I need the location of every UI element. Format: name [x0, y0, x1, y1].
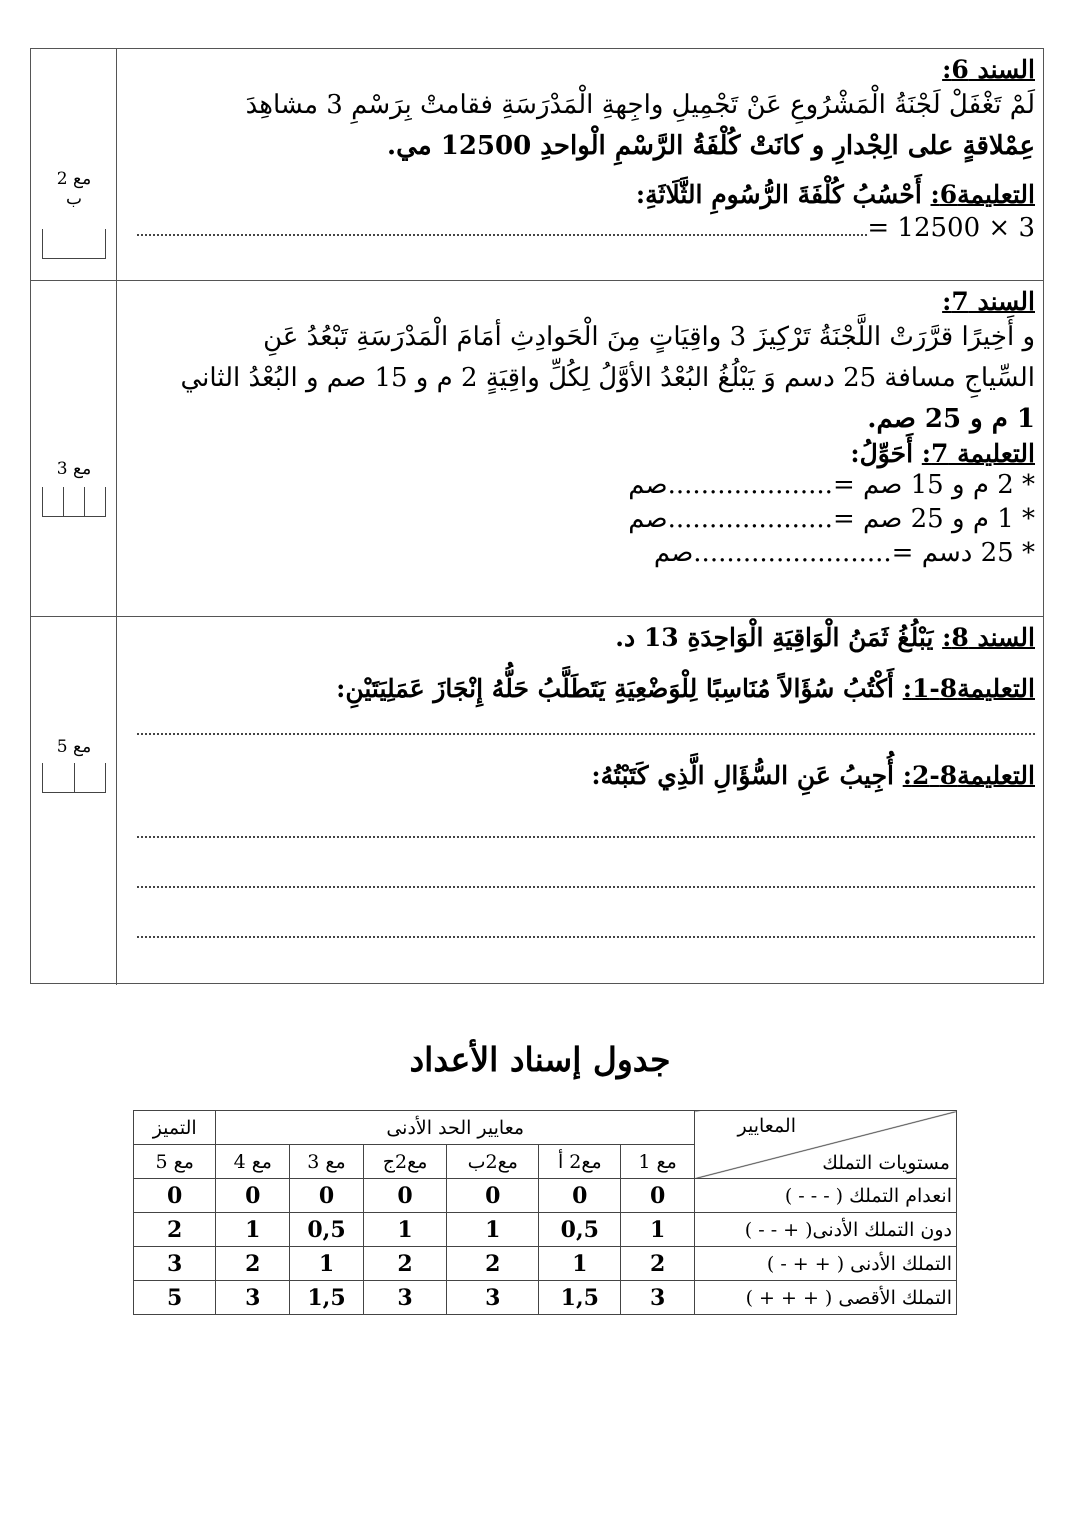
exercise-sheet [30, 48, 1044, 984]
table-body [134, 1179, 957, 1315]
section-8-text: يَبْلُغُ ثَمَنُ الْوَاقِيَةِ الْوَاحِدَةِ 13 د. [615, 623, 934, 652]
level-cell: التملك الأقصى ( + + + ) [695, 1281, 957, 1315]
score-cell: 2 [621, 1247, 695, 1281]
grading-table [133, 1110, 957, 1315]
score-cell: 1 [621, 1213, 695, 1247]
section-7-text-line-3: 1 م و 25 صم. [867, 404, 1035, 434]
criteria-header-cell: مع 3 [290, 1145, 364, 1179]
level-cell: انعدام التملك ( - - - ) [695, 1179, 957, 1213]
score-cell: 3 [216, 1281, 290, 1315]
diagonal-top-label: المعايير [737, 1115, 796, 1137]
conversion-3-blank[interactable]: ........................ [693, 538, 892, 568]
score-cell: 3 [134, 1247, 216, 1281]
score-cell: 5 [134, 1281, 216, 1315]
instruction-6 [129, 180, 1035, 209]
diagonal-bottom-label: مستويات التملك [822, 1152, 950, 1174]
section-6 [31, 49, 1043, 281]
instruction-8-2-label: التعليمة8-2: [902, 761, 1035, 790]
score-cell: 0 [447, 1179, 539, 1213]
score-cell: 1,5 [539, 1281, 621, 1315]
instruction-6-label: التعليمة6: [930, 180, 1035, 209]
conversion-2-blank[interactable]: .................... [667, 504, 833, 534]
instruction-8-1-text: أَكْتُبُ سُؤَالاً مُنَاسِبًا لِلْوَضْعِيَةِ يَتَطَلَّبُ حَلُّهُ إِنْجَازَ عَمَلِيَتَيْنِ: [336, 674, 894, 703]
criteria-3-label: مع 3 [56, 459, 92, 479]
conversion-1-unit: صم [628, 470, 668, 500]
answer-6-expression: 3 × 12500 = [867, 213, 1035, 243]
level-cell: دون التملك الأدنى( + - - ) [695, 1213, 957, 1247]
score-cell: 1 [447, 1213, 539, 1247]
instruction-7-text: أَحَوِّلُ: [850, 439, 914, 468]
score-cell: 1 [290, 1247, 364, 1281]
section-6-heading: السند 6: [942, 55, 1035, 84]
group-min-criteria: معايير الحد الأدنى [216, 1111, 695, 1145]
conversion-2-unit: صم [628, 504, 668, 534]
answer-8-2-blank-1[interactable] [137, 836, 1035, 838]
instruction-8-2 [129, 761, 1035, 790]
score-cell: 3 [621, 1281, 695, 1315]
conversion-line-3[interactable] [129, 538, 1035, 568]
criteria-header-cell: مع 5 [134, 1145, 216, 1179]
score-cell: 0 [363, 1179, 446, 1213]
criteria-header-cell: مع2ب [447, 1145, 539, 1179]
section-8-header [129, 623, 1035, 652]
criteria-2b-boxes [42, 229, 106, 259]
conversion-1-expression: * 2 م و 15 صم = [832, 470, 1035, 500]
score-cell: 3 [447, 1281, 539, 1315]
score-cell: 0,5 [539, 1213, 621, 1247]
section-8 [31, 617, 1043, 985]
answer-8-2-blank-2[interactable] [137, 886, 1035, 888]
conversion-2-expression: * 1 م و 25 صم = [832, 504, 1035, 534]
section-8-heading: السند 8: [942, 623, 1035, 652]
criteria-header-cell: مع 4 [216, 1145, 290, 1179]
criteria-header-cell: مع2 أ [539, 1145, 621, 1179]
criteria-2b-label: مع 2 ب [56, 169, 92, 209]
table-header-row-1 [134, 1111, 957, 1145]
instruction-8-1-label: التعليمة8-1: [902, 674, 1035, 703]
answer-8-1-blank[interactable] [137, 733, 1035, 735]
score-cell: 2 [216, 1247, 290, 1281]
instruction-6-text: أَحْسُبُ كُلْفَةَ الرُّسُومِ الثَّلَاثَةِ: [635, 180, 922, 209]
criteria-header-cell: مع 1 [621, 1145, 695, 1179]
score-cell: 0 [216, 1179, 290, 1213]
section-7-text-line-1: و أَخِيرًا قرَّرَتْ اللَّجْنَةُ تَرْكِيزَ 3 واقِيَاتٍ مِنَ الْحَوادِثِ أمَامَ الْمَدْرَسَةِ تَبْعُدُ عَنِ [263, 322, 1035, 352]
criteria-header-cell: مع2ج [363, 1145, 446, 1179]
score-cell: 0 [290, 1179, 364, 1213]
conversion-line-2[interactable] [129, 504, 1035, 534]
conversion-1-blank[interactable]: .................... [667, 470, 833, 500]
criteria-3-boxes [42, 487, 106, 517]
score-cell: 0 [134, 1179, 216, 1213]
instruction-8-2-text: أُجِيبُ عَنِ السُّؤَالِ الَّذِي كَتَبْتُهُ: [591, 761, 894, 790]
instruction-7-label: التعليمة 7: [921, 439, 1035, 468]
answer-line-6[interactable] [129, 213, 1035, 243]
conversion-3-unit: صم [653, 538, 694, 568]
table-row [134, 1213, 957, 1247]
section-6-text-line-1: لَمْ تَغْفَلْ لَجْنَةُ الْمَشْرُوعِ عَنْ تَجْمِيلِ واجِهةِ الْمَدْرَسَةِ فقامتْ بِرَسْمِ 3 مشاهِدَ [245, 90, 1035, 120]
conversion-line-1[interactable] [129, 470, 1035, 500]
answer-8-2-blank-3[interactable] [137, 936, 1035, 938]
score-cell: 1 [539, 1247, 621, 1281]
score-cell: 2 [363, 1247, 446, 1281]
table-row [134, 1179, 957, 1213]
score-cell: 0 [621, 1179, 695, 1213]
group-excellence: التميز [134, 1111, 216, 1145]
criteria-5-label: مع 5 [56, 737, 92, 757]
score-cell: 1,5 [290, 1281, 364, 1315]
level-cell: التملك الأدنى ( + + - ) [695, 1247, 957, 1281]
section-6-text-line-2: عِمْلاقةٍ على الِجْدارِ و كانَتْ كُلْفَةُ الرَّسْمِ الْواحدِ 12500 مي. [387, 131, 1035, 161]
score-cell: 3 [363, 1281, 446, 1315]
table-row [134, 1247, 957, 1281]
instruction-8-1 [129, 674, 1035, 703]
section-7-heading: السند 7: [942, 287, 1035, 316]
score-cell: 2 [447, 1247, 539, 1281]
score-cell: 2 [134, 1213, 216, 1247]
grading-table-title: جدول إسناد الأعداد [409, 1040, 671, 1079]
diagonal-header-cell [695, 1111, 957, 1179]
criteria-5-boxes [42, 763, 106, 793]
score-cell: 1 [216, 1213, 290, 1247]
table-row [134, 1281, 957, 1315]
section-7 [31, 281, 1043, 617]
answer-6-blank[interactable] [137, 234, 867, 236]
instruction-7 [129, 439, 1035, 468]
conversion-3-expression: * 25 دسم = [891, 538, 1035, 568]
section-7-text-line-2: السِّياجِ مسافة 25 دسم وَ يَبْلُغُ البُعْدُ الأوَّلُ لِكُلِّ واقِيَةٍ 2 م و 15 صم و البُعْدُ الثاني [180, 363, 1035, 393]
score-cell: 1 [363, 1213, 446, 1247]
score-cell: 0 [539, 1179, 621, 1213]
score-cell: 0,5 [290, 1213, 364, 1247]
